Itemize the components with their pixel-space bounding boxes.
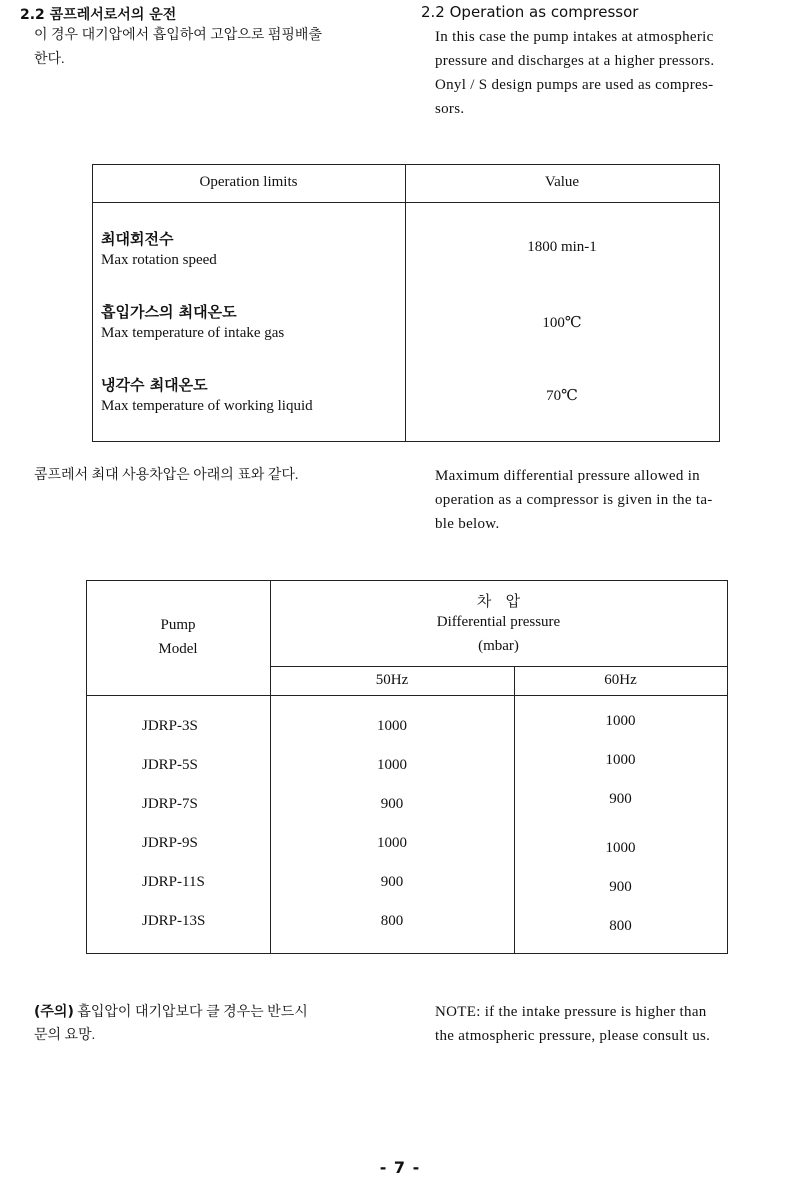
limit-row-1-ko: 최대회전수 [101, 230, 174, 248]
col-header-50hz: 50Hz [375, 672, 409, 688]
note-ko-line-1 [34, 1000, 308, 1026]
table-row-50hz: 900 [380, 796, 404, 812]
middle-text-en-line-1: Maximum differential pressure allowed in [435, 468, 700, 484]
table-row-50hz: 800 [380, 913, 404, 929]
table-row-60hz: 900 [609, 791, 632, 807]
col-header-60hz: 60Hz [604, 672, 637, 688]
note-en-line-1: NOTE: if the intake pressure is higher than [435, 1004, 707, 1020]
model-header-line-1: Pump [160, 617, 196, 633]
table-row-model: JDRP-11S [142, 874, 205, 890]
section-text-en-line-3: Onyl / S design pumps are used as compres- [435, 77, 714, 93]
section-text-en-line-1: In this case the pump intakes at atmospheric [435, 29, 714, 45]
limit-row-2-en: Max temperature of intake gas [101, 325, 285, 341]
table-row-model: JDRP-7S [142, 796, 198, 812]
table-row-50hz: 1000 [377, 757, 407, 773]
table-row-50hz: 1000 [377, 835, 407, 851]
diff-header-ko: 차 압 [476, 592, 521, 610]
limit-row-1-value: 1800 min-1 [527, 239, 597, 255]
section-text-ko-line-1: 이 경우 대기압에서 흡입하여 고압으로 펌핑배출 [34, 28, 322, 43]
page-number: - 7 - [379, 1158, 421, 1177]
diff-header-unit: (mbar) [478, 638, 519, 654]
limits-header-value: Value [544, 174, 580, 190]
section-text-en-line-4: sors. [435, 101, 465, 117]
table-row-60hz: 1000 [605, 752, 636, 768]
middle-text-ko: 콤프레서 최대 사용차압은 아래의 표와 같다. [34, 468, 299, 483]
section-text-en-line-2: pressure and discharges at a higher pressors. [435, 53, 715, 69]
table-row-50hz: 1000 [377, 718, 407, 734]
table-row-model: JDRP-9S [142, 835, 198, 851]
limit-row-2-value: 100℃ [542, 315, 582, 331]
table-row-60hz: 900 [609, 879, 632, 895]
table-row-model: JDRP-5S [142, 757, 198, 773]
section-heading-ko: 2.2 콤프레서로서의 운전 [20, 7, 177, 23]
middle-text-en-line-2: operation as a compressor is given in the ta- [435, 492, 713, 508]
note-ko-line-2: 문의 요망. [34, 1028, 96, 1043]
table-row-60hz: 1000 [605, 713, 636, 729]
table-row-50hz: 900 [380, 874, 404, 890]
section-text-ko-line-2: 한다. [34, 52, 65, 67]
note-ko-text: 흡입압이 대기압보다 클 경우는 반드시 [73, 1005, 308, 1020]
model-header-line-2: Model [158, 641, 198, 657]
limit-row-3-ko: 냉각수 최대온도 [101, 376, 208, 394]
table-row-60hz: 1000 [605, 840, 636, 856]
note-label: (주의) [34, 1004, 74, 1020]
table-row-model: JDRP-3S [142, 718, 198, 734]
diff-header-en: Differential pressure [436, 614, 561, 630]
table-row-60hz: 800 [609, 918, 632, 934]
limits-header-name: Operation limits [199, 174, 298, 190]
limit-row-3-value: 70℃ [546, 388, 578, 404]
section-heading-en: 2.2 Operation as compressor [421, 3, 639, 21]
note-en-line-2: the atmospheric pressure, please consult us. [435, 1028, 711, 1044]
table-row-model: JDRP-13S [142, 913, 206, 929]
limit-row-1-en: Max rotation speed [101, 252, 217, 268]
middle-text-en-line-3: ble below. [435, 516, 500, 532]
limit-row-2-ko: 흡입가스의 최대온도 [101, 303, 237, 321]
limit-row-3-en: Max temperature of working liquid [101, 398, 313, 414]
